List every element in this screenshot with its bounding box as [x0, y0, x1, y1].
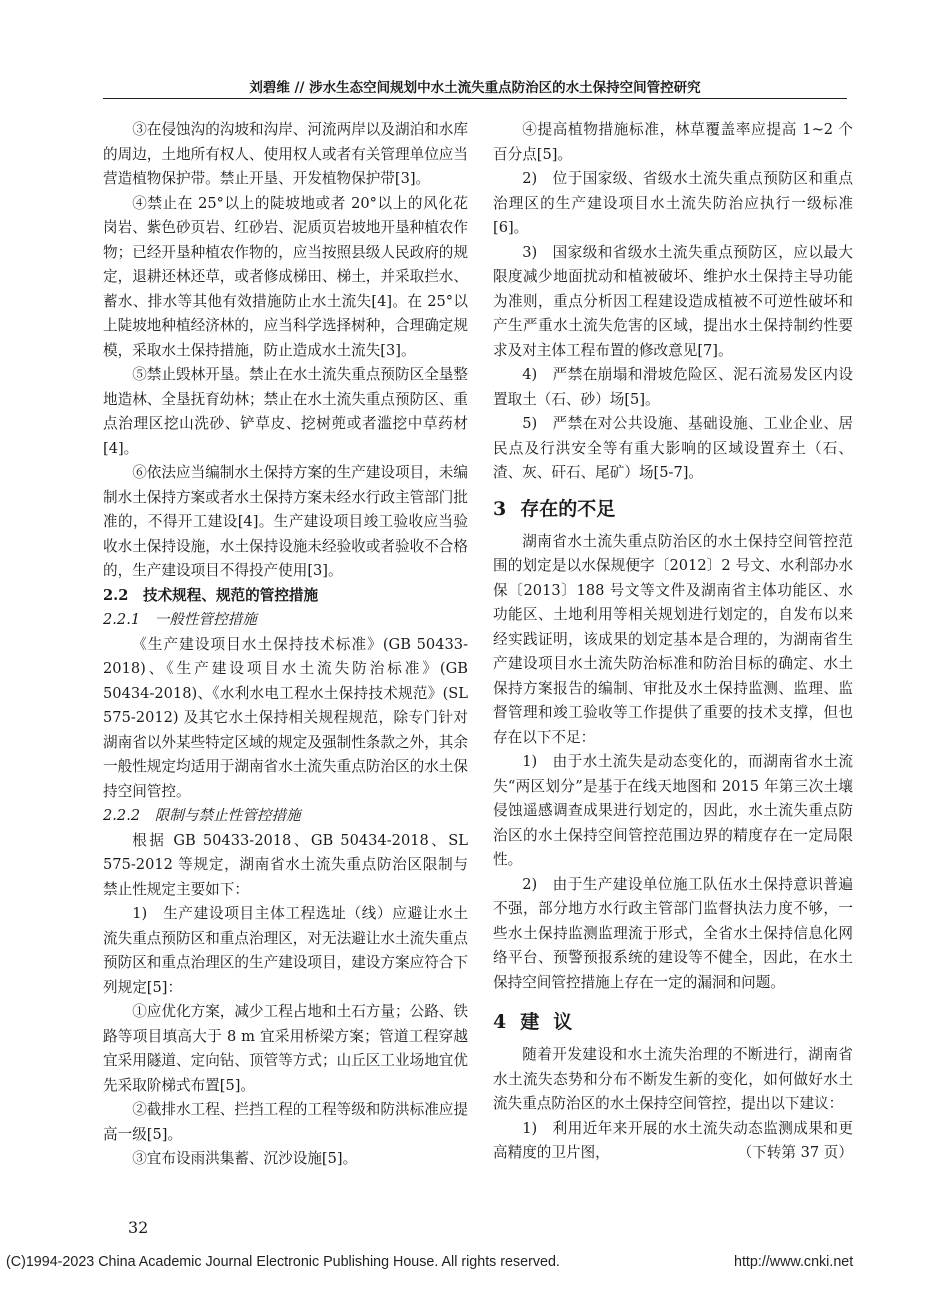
section-number: 3	[493, 497, 507, 520]
footer-url[interactable]: http://www.cnki.net	[734, 1254, 854, 1270]
list-item: ①应优化方案，减少工程占地和土石方量；公路、铁路等项目填高大于 8 m 宜采用桥梁方案；管道工程穿越宜采用隧道、定向钻、顶管等方式；山丘区工业场地宜优先采取阶梯式布置[5]。	[103, 1003, 468, 1094]
section-heading-3	[493, 494, 853, 524]
section-heading-4	[493, 1007, 853, 1037]
section-number: 4	[493, 1011, 507, 1033]
paragraph: ⑥依法应当编制水土保持方案的生产建设项目，未编制水土保持方案或者水土保持方案未经水行政主管部门批准的，不得开工建设[4]。生产建设项目竣工验收应当验收水土保持设施，水土保持设施未经验收或者验收不合格的，生产建设项目不得投产使用[3]。	[103, 464, 468, 579]
paragraph: 根据 GB 50433-2018、GB 50434-2018、SL 575-2012 等规定，湖南省水土流失重点防治区限制与禁止性规定主要如下：	[103, 831, 468, 898]
footer	[6, 1254, 854, 1270]
right-column	[493, 118, 853, 1166]
paragraph: 《生产建设项目水土保持技术标准》(GB 50433-2018)、《生产建设项目水土流失防治标准》(GB 50434-2018)、《水利水电工程水土保持技术规范》(SL 575-2012) 及其它水土保持相关规程规范，除专门针对湖南省以外某些特定区域的规定及强制性条款之外，其余一般性规定均适用于湖南省水土流失重点防治区的水土保持空间管控。	[103, 635, 468, 800]
paragraph: ④禁止在 25°以上的陡坡地或者 20°以上的风化花岗岩、紫色砂页岩、红砂岩、泥质页岩坡地开垦种植农作物；已经开垦种植农作物的，应当按照县级人民政府的规定，退耕还林还草，或者修成梯田、梯土，并采取拦水、蓄水、排水等其他有效措施防止水土流失[4]。在 25°以上陡坡地种植经济林的，应当科学选择树种，合理确定规模，采取水土保持措施，防止造成水土流失[3]。	[103, 194, 468, 359]
left-column	[103, 118, 468, 1172]
list-item: ②截排水工程、拦挡工程的工程等级和防洪标准应提高一级[5]。	[103, 1101, 468, 1143]
section-title: 存在的不足	[520, 497, 616, 520]
list-item: 1) 由于水土流失是动态变化的，而湖南省水土流失“两区划分”是基于在线天地图和 2015 年第三次土壤侵蚀遥感调查成果进行划定的，因此，水土流失重点防治区的水土保持空间管控范围边界的精度存在一定局限性。	[493, 753, 853, 868]
paragraph: ③在侵蚀沟的沟坡和沟岸、河流两岸以及湖泊和水库的周边，土地所有权人、使用权人或者有关管理单位应当营造植物保护带。禁止开垦、开发植物保护带[3]。	[103, 121, 468, 187]
section-heading-2-2-1: 2.2.1 一般性管控措施	[103, 611, 257, 628]
paragraph: ⑤禁止毁林开垦。禁止在水土流失重点预防区全垦整地造林、全垦抚育幼林；禁止在水土流失重点预防区、重点治理区挖山洗砂、铲草皮、挖树蔸或者滥挖中草药材[4]。	[103, 366, 468, 457]
section-title: 建议	[520, 1011, 587, 1033]
running-head: 刘碧维 // 涉水生态空间规划中水土流失重点防治区的水土保持空间管控研究	[249, 80, 701, 96]
paragraph: 随着开发建设和水土流失治理的不断进行，湖南省水土流失态势和分布不断发生新的变化，如何做好水土流失重点防治区的水土保持空间管控，提出以下建议：	[493, 1046, 853, 1112]
page-number: 32	[128, 1218, 149, 1237]
paragraph: 湖南省水土流失重点防治区的水土保持空间管控范围的划定是以水保规便字〔2012〕2 号文、水利部办水保〔2013〕188 号文等文件及湖南省主体功能区、水功能区、土地利用等相关规划进行划定的，自发布以来经实践证明，该成果的划定基本是合理的，为湖南省生产建设项目水土流失防治标准和防治目标的确定、水土保持方案报告的编制、审批及水土保持监测、监理、监督管理和竣工验收等工作提供了重要的技术支撑，但也存在以下不足：	[493, 532, 853, 746]
list-item: ③宜布设雨洪集蓄、沉沙设施[5]。	[132, 1150, 358, 1167]
list-item: 2) 位于国家级、省级水土流失重点预防区和重点治理区的生产建设项目水土流失防治应执行一级标准[6]。	[493, 170, 853, 236]
list-item: 3) 国家级和省级水土流失重点预防区，应以最大限度减少地面扰动和植被破坏、维护水土保持主导功能为准则，重点分析因工程建设造成植被不可逆性破坏和产生严重水土流失危害的区域，提出水土保持制约性要求及对主体工程布置的修改意见[7]。	[493, 243, 853, 359]
list-item: ④提高植物措施标准，林草覆盖率应提高 1~2 个百分点[5]。	[493, 121, 853, 163]
list-item: 5) 严禁在对公共设施、基础设施、工业企业、居民点及行洪安全等有重大影响的区域设置弃土（石、渣、灰、矸石、尾矿）场[5-7]。	[493, 415, 853, 481]
list-item: 2) 由于生产建设单位施工队伍水土保持意识普遍不强，部分地方水行政主管部门监督执法力度不够，一些水土保持监测监理流于形式，全省水土保持信息化网络平台、预警预报系统的建设等不健全，因此，在水土保持空间管控措施上存在一定的漏洞和问题。	[493, 875, 853, 991]
copyright-text: (C)1994-2023 China Academic Journal Electronic Publishing House. All rights reserved.	[6, 1254, 560, 1270]
section-heading-2-2-2: 2.2.2 限制与禁止性管控措施	[103, 807, 301, 824]
list-item: 4) 严禁在崩塌和滑坡危险区、泥石流易发区内设置取土（石、砂）场[5]。	[493, 366, 853, 408]
list-item: 1) 生产建设项目主体工程选址（线）应避让水土流失重点预防区和重点治理区，对无法避让水土流失重点预防区和重点治理区的生产建设项目，建设方案应符合下列规定[5]：	[103, 905, 468, 996]
list-item: 1) 利用近年来开展的水土流失动态监测成果和更高精度的卫片图，	[493, 1119, 853, 1161]
section-heading-2-2: 2.2 技术规程、规范的管控措施	[103, 586, 319, 604]
continued-note: （下转第 37 页）	[737, 1144, 853, 1161]
header-divider	[103, 98, 847, 99]
